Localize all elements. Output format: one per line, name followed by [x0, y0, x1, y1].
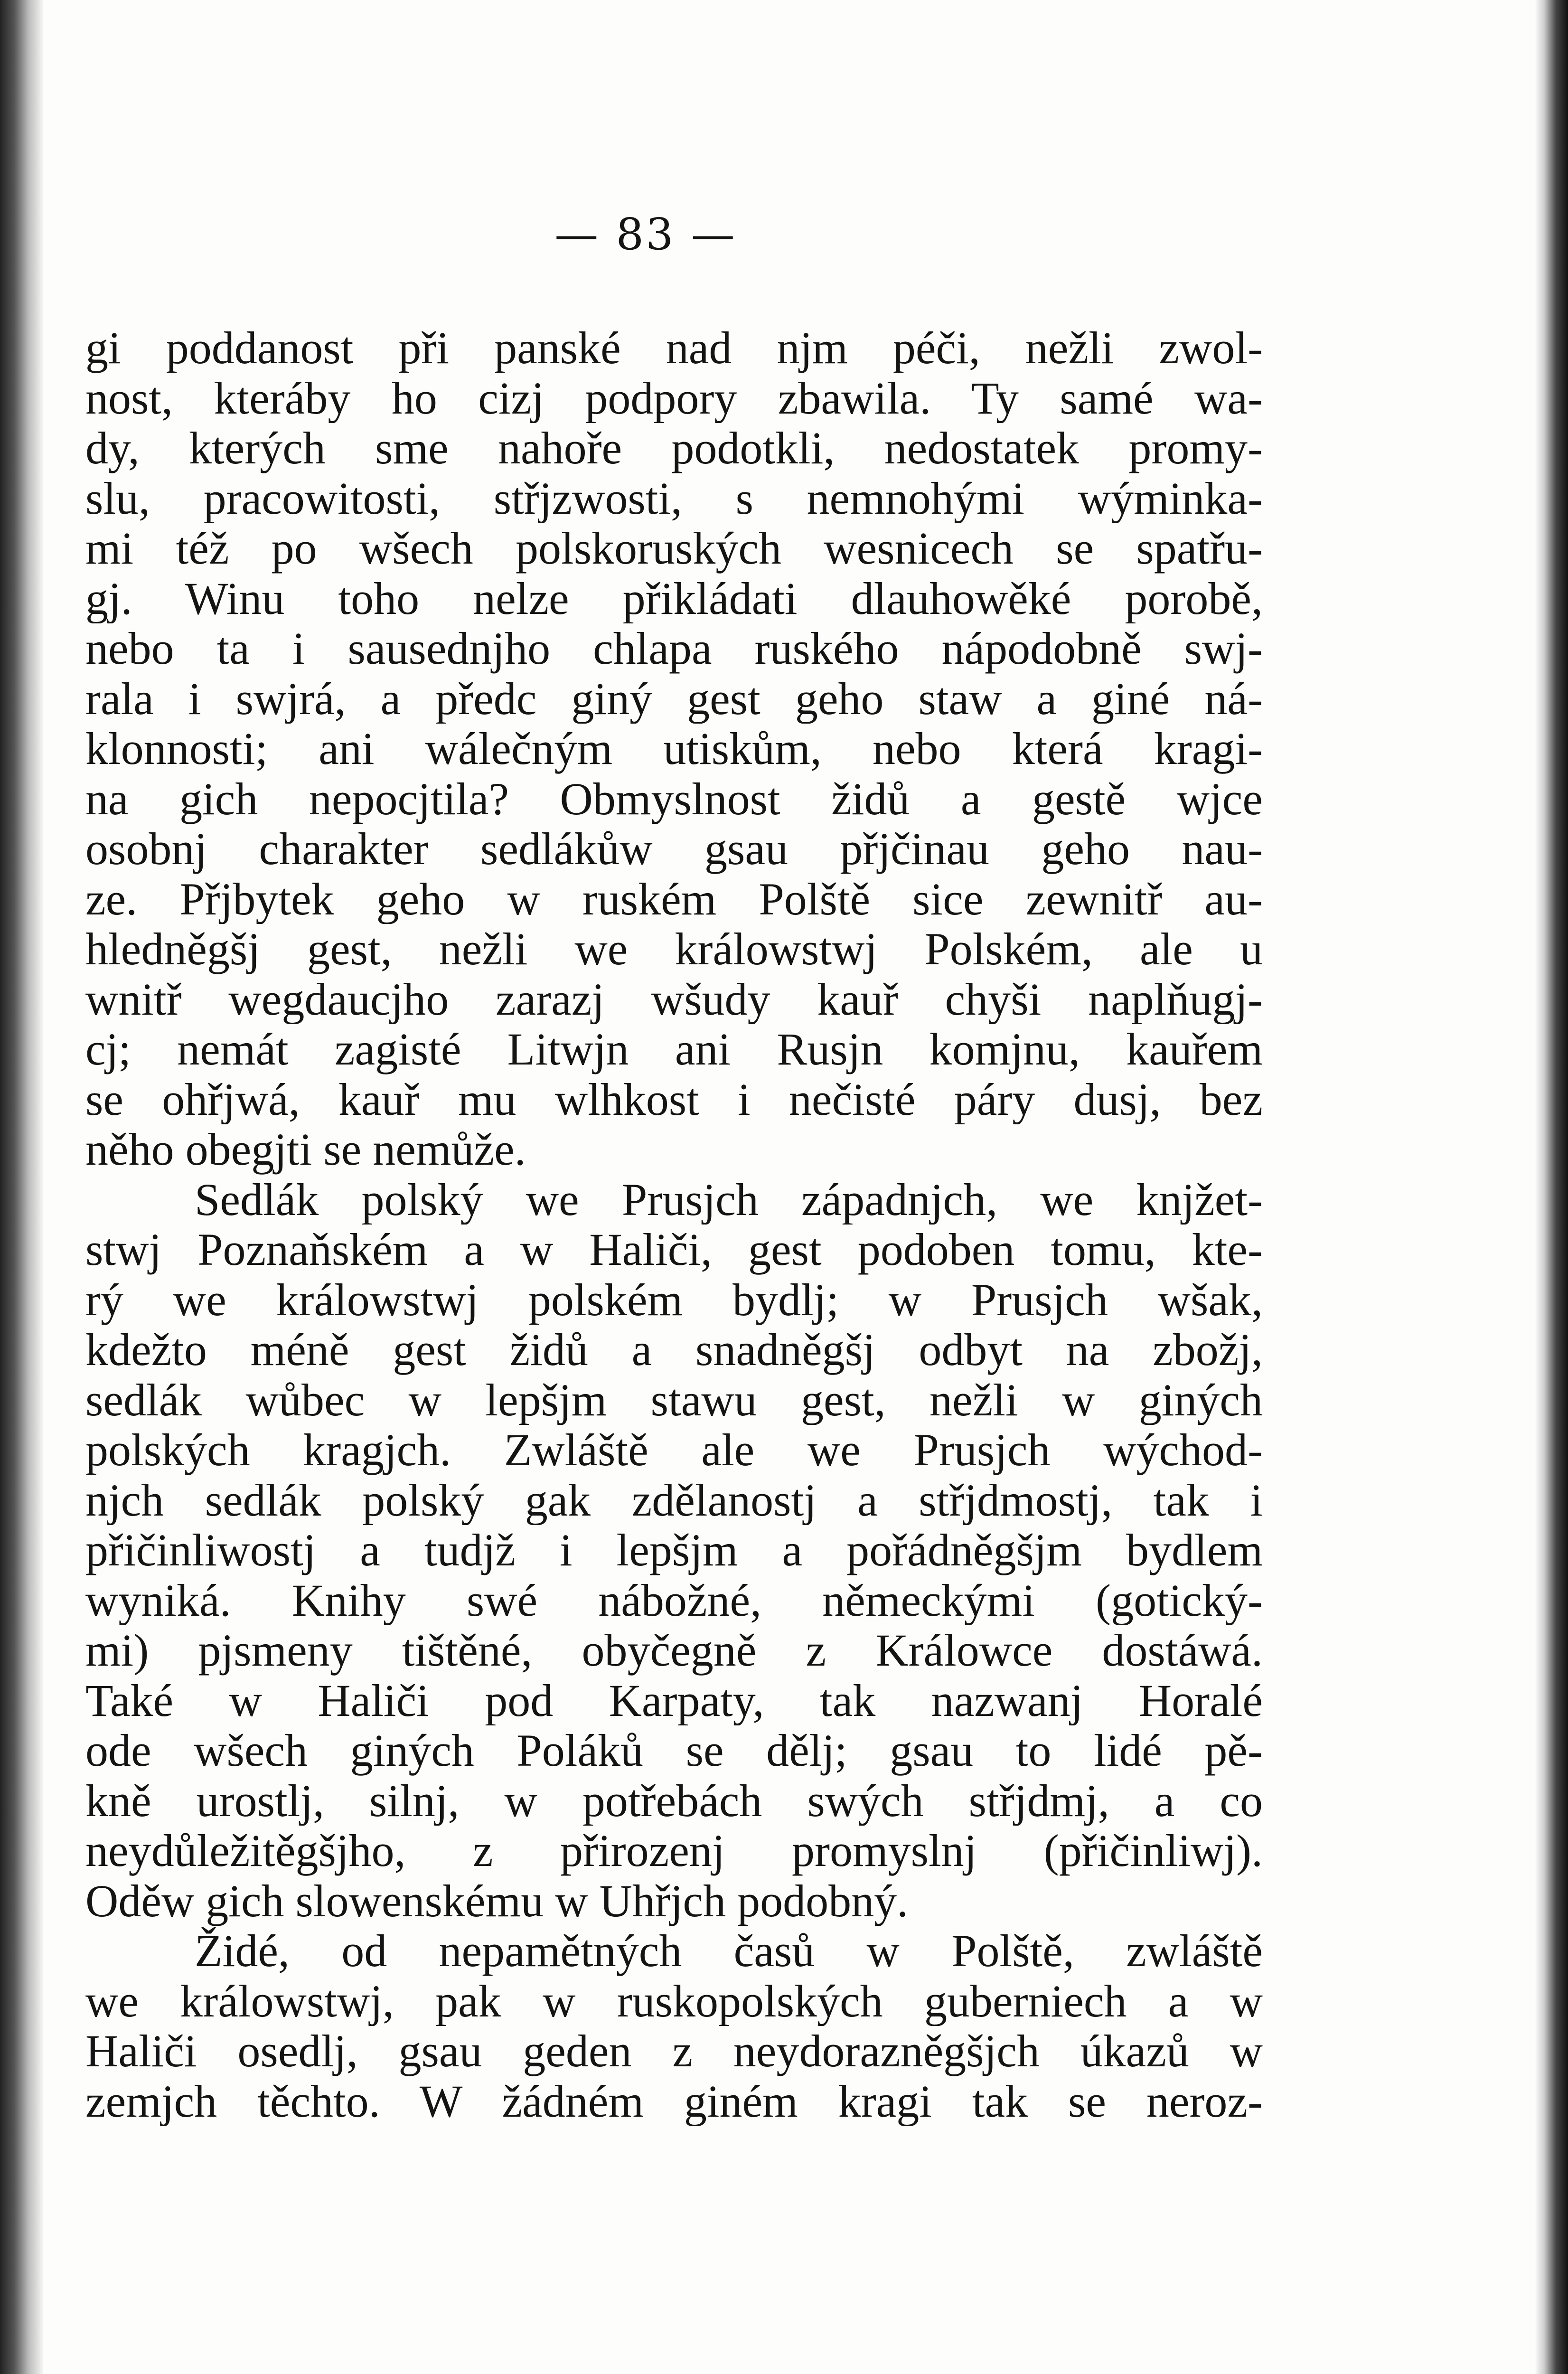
text-line: wnitř wegdaucjho zarazj wšudy kauř chyši naplňugj-: [85, 974, 1263, 1024]
text-line: gi poddanost při panské nad njm péči, nežli zwol-: [85, 323, 1263, 373]
text-line: zemjch těchto. W žádném giném kragi tak se neroz-: [85, 2076, 1263, 2126]
text-line: mi) pjsmeny tištěné, obyčegně z Králowce dostáwá.: [85, 1625, 1263, 1676]
text-line: cj; nemát zagisté Litwjn ani Rusjn komjnu, kauřem: [85, 1024, 1263, 1074]
text-line: hledněgšj gest, nežli we králowstwj Polském, ale u: [85, 924, 1263, 974]
text-line: kně urostlj, silnj, w potřebách swých střjdmj, a co: [85, 1775, 1263, 1826]
text-line: rý we králowstwj polském bydlj; w Prusjch wšak,: [85, 1274, 1263, 1325]
text-line: Židé, od nepamětných časů w Polště, zwláště: [195, 1926, 1263, 1976]
text-line: klonnosti; ani wálečným utiskům, nebo která kragi-: [85, 724, 1263, 774]
text-line: we králowstwj, pak w ruskopolských guberniech a w: [85, 1976, 1263, 2026]
text-line: dy, kterých sme nahoře podotkli, nedostatek promy-: [85, 423, 1263, 473]
text-line: nebo ta i sausednjho chlapa ruského nápodobně swj-: [85, 623, 1263, 674]
text-line: njch sedlák polský gak zdělanostj a střjdmostj, tak i: [85, 1475, 1263, 1525]
text-line: slu, pracowitosti, střjzwosti, s nemnohými wýminka-: [85, 473, 1263, 523]
text-line: ode wšech giných Poláků se dělj; gsau to lidé pě-: [85, 1725, 1263, 1776]
text-line: kdežto méně gest židů a snadněgšj odbyt na zbožj,: [85, 1325, 1263, 1375]
text-line: přičinliwostj a tudjž i lepšjm a pořádněgšjm bydlem: [85, 1525, 1263, 1575]
text-line: sedlák wůbec w lepšjm stawu gest, nežli w giných: [85, 1375, 1263, 1425]
text-line: gj. Winu toho nelze přikládati dlauhowěké porobě,: [85, 573, 1263, 623]
text-line: ze. Přjbytek geho w ruském Polště sice zewnitř au-: [85, 874, 1263, 924]
text-line: rala i swjrá, a předc giný gest geho staw a giné ná-: [85, 673, 1263, 724]
text-line: wyniká. Knihy swé nábožné, německými (gotický-: [85, 1575, 1263, 1625]
text-line: se ohřjwá, kauř mu wlhkost i nečisté páry dusj, bez: [85, 1074, 1263, 1124]
page-number: — 83 —: [554, 209, 737, 260]
text-line: stwj Poznaňském a w Haliči, gest podoben tomu, kte-: [85, 1225, 1263, 1275]
text-line: na gich nepocjtila? Obmyslnost židů a gestě wjce: [85, 773, 1263, 824]
text-line: mi též po wšech polskoruských wesnicech se spatřu-: [85, 523, 1263, 574]
text-line: neydůležitěgšjho, z přirozenj promyslnj (přičinliwj).: [85, 1826, 1263, 1876]
text-line: nost, kteráby ho cizj podpory zbawila. Ty samé wa-: [85, 373, 1263, 423]
text-line: polských kragjch. Zwláště ale we Prusjch wýchod-: [85, 1425, 1263, 1475]
text-line: Také w Haliči pod Karpaty, tak nazwanj Horalé: [85, 1675, 1263, 1725]
page-binding-shadow: [0, 0, 43, 2374]
text-line: Haliči osedlj, gsau geden z neydorazněgšjch úkazů w: [85, 2026, 1263, 2076]
text-line: osobnj charakter sedlákůw gsau přjčinau geho nau-: [85, 824, 1263, 874]
text-line: Sedlák polský we Prusjch západnjch, we knjžet-: [195, 1174, 1263, 1225]
text-line: něho obegjti se nemůže.: [85, 1124, 526, 1175]
page-edge-shadow: [1535, 0, 1568, 2374]
body-text: [85, 323, 1263, 2126]
text-line: Oděw gich slowenskému w Uhřjch podobný.: [85, 1875, 909, 1926]
